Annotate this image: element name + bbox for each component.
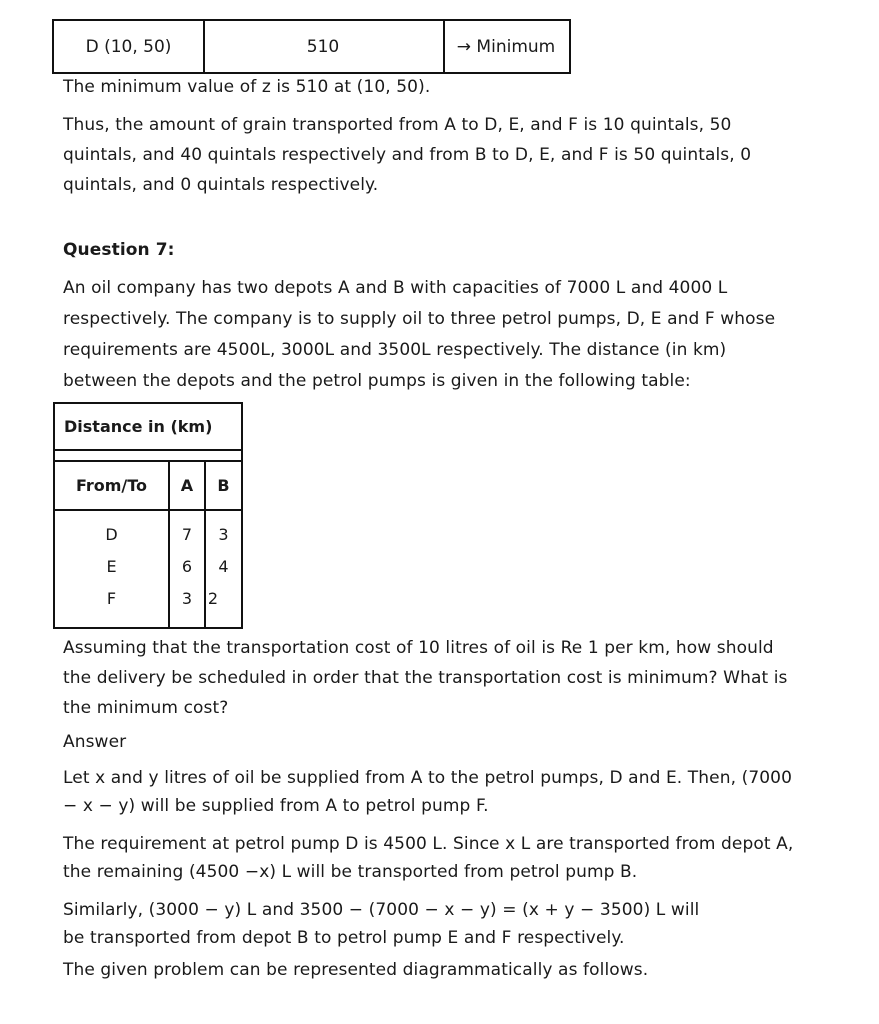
assumption-line-3: the minimum cost?	[63, 698, 229, 718]
answer-p3-line-1: Similarly, (3000 − y) L and 3500 − (7000 − x − y) = (x + y − 3500) L will	[63, 900, 700, 920]
answer-p4: The given problem can be represented diagrammatically as follows.	[63, 960, 649, 980]
distance-table-title: Distance in (km)	[64, 417, 213, 436]
header-a: A	[180, 476, 194, 495]
row-d-a: 7	[181, 524, 193, 544]
minimum-note-cell: → Minimum	[456, 36, 556, 57]
thus-line-2: quintals, and 40 quintals respectively and from B to D, E, and F is 50 quintals, 0	[63, 145, 752, 165]
answer-label: Answer	[63, 732, 127, 752]
row-f-a: 3	[181, 588, 193, 608]
z-value-cell: 510	[203, 21, 445, 72]
distance-table	[53, 402, 243, 629]
question-line-1: An oil company has two depots A and B with capacities of 7000 L and 4000 L	[63, 278, 728, 298]
answer-p2-line-2: the remaining (4500 −x) L will be transported from petrol pump B.	[63, 862, 638, 882]
question-line-4: between the depots and the petrol pumps is given in the following table:	[63, 371, 691, 391]
thus-line-1: Thus, the amount of grain transported from A to D, E, and F is 10 quintals, 50	[63, 115, 732, 135]
question-line-2: respectively. The company is to supply oil to three petrol pumps, D, E and F whose	[63, 309, 776, 329]
answer-p3-line-2: be transported from depot B to petrol pump E and F respectively.	[63, 928, 625, 948]
corner-point-row	[52, 19, 571, 74]
row-e-label: E	[106, 556, 117, 576]
minimum-statement: The minimum value of z is 510 at (10, 50).	[63, 77, 431, 97]
question-heading: Question 7:	[63, 240, 175, 260]
question-line-3: requirements are 4500L, 3000L and 3500L respectively. The distance (in km)	[63, 340, 727, 360]
row-d-b: 3	[218, 524, 229, 544]
row-f-b: 2	[207, 588, 219, 608]
answer-p2-line-1: The requirement at petrol pump D is 4500 L. Since x L are transported from depot A,	[63, 834, 794, 854]
row-e-b: 4	[218, 556, 229, 576]
row-f-label: F	[106, 588, 117, 608]
assumption-line-2: the delivery be scheduled in order that the transportation cost is minimum? What is	[63, 668, 788, 688]
header-from-to: From/To	[75, 476, 148, 495]
answer-p1-line-2: − x − y) will be supplied from A to petrol pump F.	[63, 796, 489, 816]
row-d-label: D	[105, 524, 118, 544]
header-b: B	[217, 476, 230, 495]
assumption-line-1: Assuming that the transportation cost of 10 litres of oil is Re 1 per km, how should	[63, 638, 774, 658]
corner-point-cell: D (10, 50)	[54, 21, 205, 72]
thus-line-3: quintals, and 0 quintals respectively.	[63, 175, 379, 195]
answer-p1-line-1: Let x and y litres of oil be supplied from A to the petrol pumps, D and E. Then, (7000	[63, 768, 793, 788]
row-e-a: 6	[181, 556, 193, 576]
